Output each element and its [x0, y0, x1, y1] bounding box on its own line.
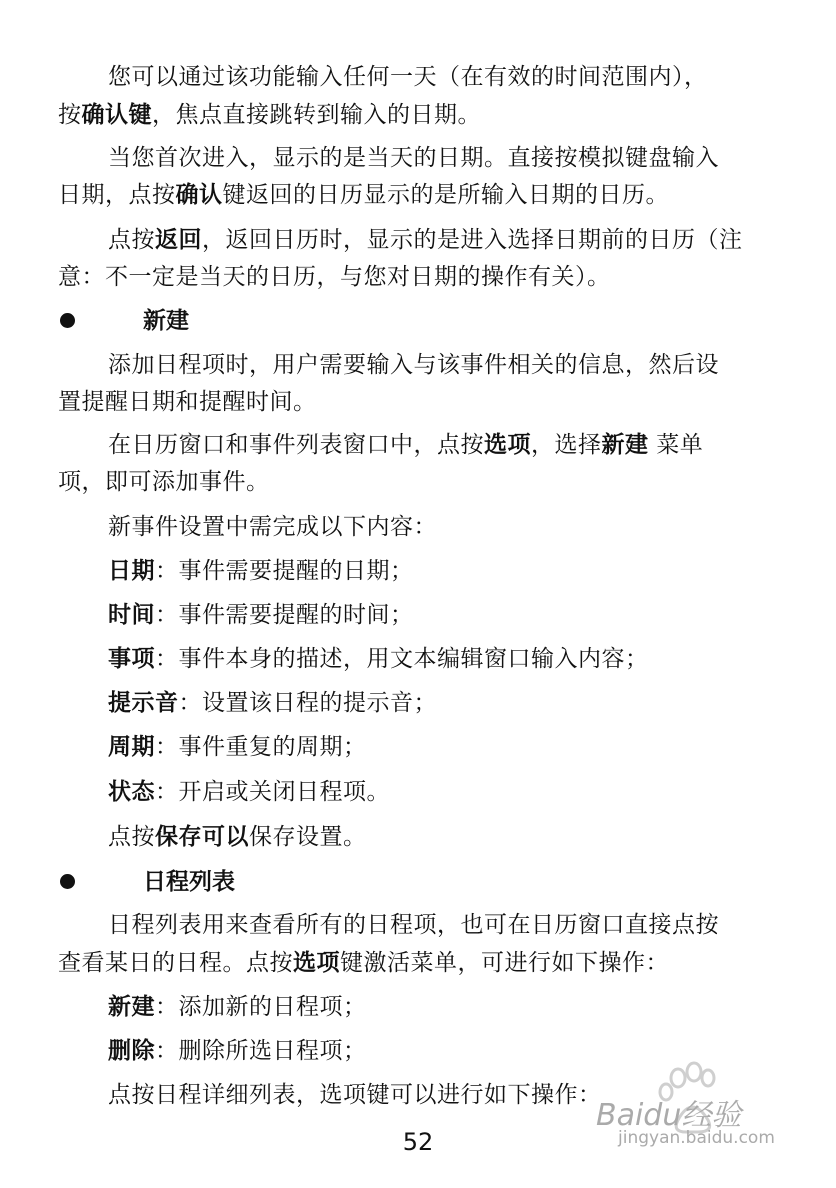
new-para1-line1: 添加日程项时，用户需要输入与该事件相关的信息，然后设 — [108, 352, 719, 378]
section-heading-list: 日程列表 — [143, 869, 235, 895]
watermark-url: jingyan.baidu.com — [618, 1128, 775, 1148]
para2-line1: 当您首次进入，显示的是当天的日期。直接按模拟键盘输入 — [108, 145, 719, 171]
op-delete: 删除：删除所选日程项； — [108, 1038, 367, 1064]
para3-line2: 意：不一定是当天的日历，与您对日期的操作有关）。 — [58, 264, 611, 290]
list-para1-line2: 查看某日的日程。点按选项键激活菜单，可进行如下操作： — [58, 950, 669, 976]
op-new: 新建：添加新的日程项； — [108, 994, 367, 1020]
field-period: 周期：事件重复的周期； — [108, 734, 367, 760]
para1-line2: 按确认键，焦点直接跳转到输入的日期。 — [58, 102, 481, 128]
field-status: 状态：开启或关闭日程项。 — [108, 779, 390, 805]
para2-line2: 日期，点按确认键返回的日历显示的是所输入日期的日历。 — [58, 182, 669, 208]
list-last-line: 点按日程详细列表，选项键可以进行如下操作： — [108, 1082, 602, 1108]
section-heading-new: 新建 — [143, 308, 189, 334]
new-para1-line2: 置提醒日期和提醒时间。 — [58, 389, 317, 415]
save-line: 点按保存可以保存设置。 — [108, 824, 367, 850]
field-date: 日期：事件需要提醒的日期； — [108, 558, 414, 584]
bullet-icon — [60, 874, 75, 889]
field-time: 时间：事件需要提醒的时间； — [108, 602, 414, 628]
new-para3: 新事件设置中需完成以下内容： — [108, 514, 437, 540]
para3-line1: 点按返回，返回日历时，显示的是进入选择日期前的日历（注 — [108, 227, 743, 253]
new-para2-line1: 在日历窗口和事件列表窗口中，点按选项，选择新建 菜单 — [108, 432, 704, 458]
new-para2-line2: 项，即可添加事件。 — [58, 469, 270, 495]
bullet-icon — [60, 313, 75, 328]
field-tone: 提示音：设置该日程的提示音； — [108, 690, 437, 716]
field-item: 事项：事件本身的描述，用文本编辑窗口输入内容； — [108, 646, 649, 672]
page-number: 52 — [402, 1128, 434, 1156]
list-para1-line1: 日程列表用来查看所有的日程项，也可在日历窗口直接点按 — [108, 912, 719, 938]
watermark-brand: Baidu经验 — [596, 1098, 742, 1133]
para1-line1: 您可以通过该功能输入任何一天（在有效的时间范围内）， — [108, 64, 708, 90]
